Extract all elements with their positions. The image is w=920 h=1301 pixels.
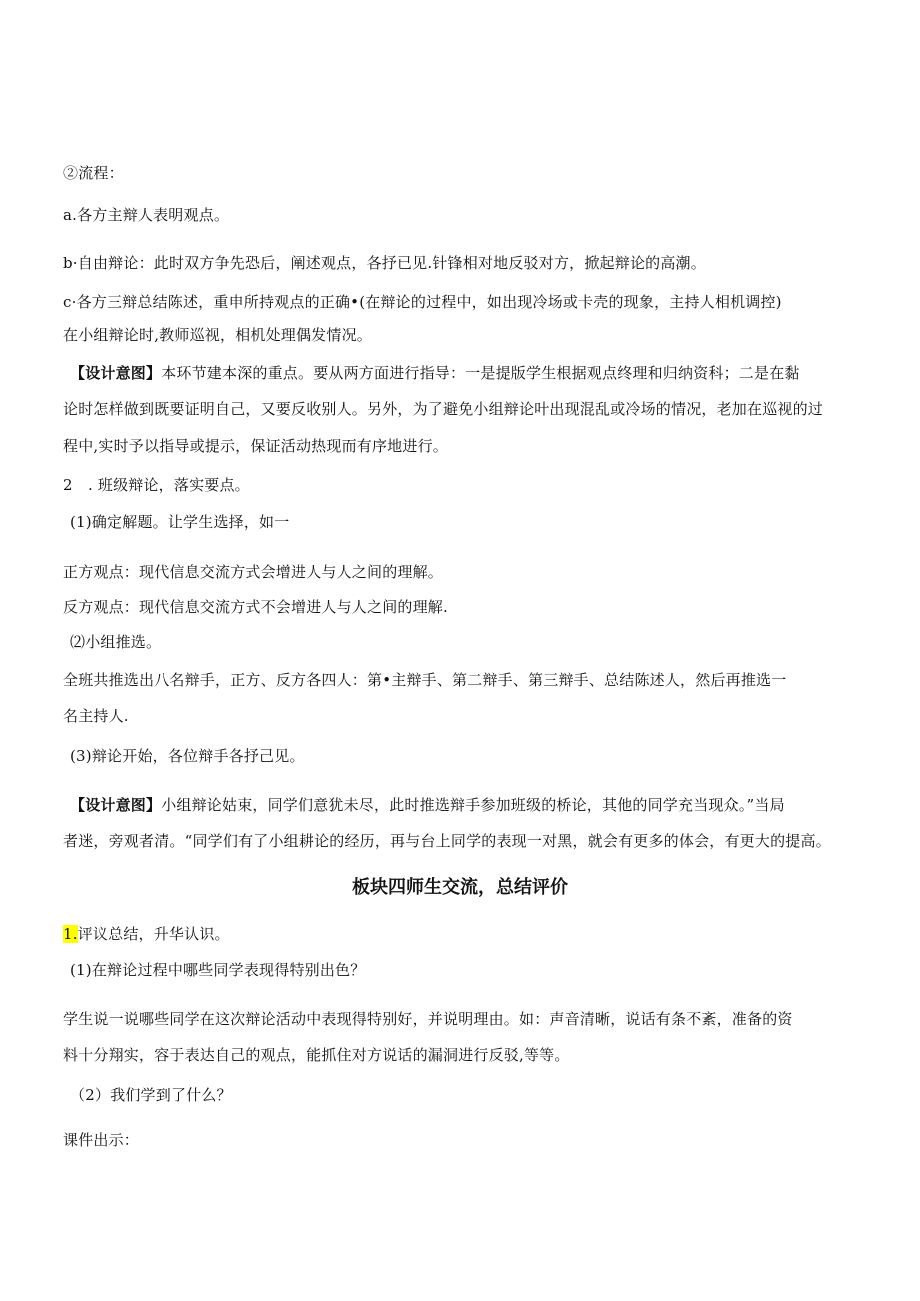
item-number-highlight: 1. (63, 925, 78, 943)
design-intent-1-line1 (70, 363, 800, 383)
design-intent-1-line3: 程中,实时予以指导或提示，保证活动热现而有序地进行。 (63, 437, 448, 455)
flow-step-c: c·各方三辩总结陈述，重申所持观点的正确•(在辩论的过程中，如出现冷场或卡壳的现象，主持人相机调控) (63, 293, 782, 311)
courseware-show: 课件出示： (63, 1131, 140, 1149)
design-intent-1-line2: 论时怎样做到既要证明自己，又要反收别人。另外，为了避免小组辩论叶出现混乱或冷场的情况，老加在巡视的过 (63, 400, 824, 418)
answer-1-line2: 料十分翔实，容于表达自己的观点，能抓住对方说话的漏洞进行反驳,等等。 (63, 1046, 570, 1064)
section-4-heading: 板块四师生交流，总结评价 (352, 877, 568, 898)
question-1: (1)在辩论过程中哪些同学表现得特别出色？ (70, 961, 366, 979)
selection-line1: 全班共推选出八名辩手，正方、反方各四人：第•主辩手、第二辩手、第三辩手、总结陈述人，然后再推选一 (63, 671, 787, 689)
teacher-note: 在小组辩论时,教师巡视，相机处理偶发情况。 (63, 326, 372, 344)
answer-1-line1: 学生说一说哪些同学在这次辩论活动中表现得特别好，并说明理由。如：声音清晰，说话有条不紊，准备的资 (63, 1010, 793, 1028)
question-2: （2）我们学到了什么？ (70, 1086, 232, 1104)
selection-line2: 名主持人. (63, 707, 129, 725)
section-2-title: 2 . 班级辩论，落实要点。 (63, 476, 250, 494)
design-intent-text: 本环节建本深的重点。要从两方面进行指导：一是提版学生根据观点终理和归纳资科；二是在黏 (161, 364, 800, 382)
pro-viewpoint: 正方观点：现代信息交流方式会增进人与人之间的理解。 (63, 563, 444, 581)
flow-label: ②流程： (63, 164, 124, 182)
design-intent-2-line1 (70, 795, 785, 815)
item-1-text: 评议总结，升华认识。 (77, 925, 230, 943)
flow-step-a: a.各方主辩人表明观点。 (63, 206, 230, 224)
section-2-item-2: ⑵小组推选。 (70, 633, 162, 651)
design-intent-tag: 【设计意图】 (70, 364, 162, 382)
design-intent-tag: 【设计意图】 (70, 796, 162, 814)
con-viewpoint: 反方观点：现代信息交流方式不会增进人与人之间的理解. (63, 598, 448, 616)
design-intent-text: 小组辩论姑束，同学们意犹未尽，此时推选辩手参加班级的桥论，其他的同学充当现众。”当局 (161, 796, 785, 814)
item-1-title (63, 924, 230, 944)
flow-step-b: b·自由辩论：此时双方争先恐后，阐述观点，各抒已见.针锋相对地反驳对方，掀起辩论的高潮。 (63, 254, 706, 272)
section-2-item-3: (3)辩论开始，各位辩手各抒己见。 (70, 747, 305, 765)
design-intent-2-line2: 者迷，旁观者清。“同学们有了小组耕论的经历，再与台上同学的表现一对黑，就会有更多的体会，有更大的提高。 (63, 832, 831, 850)
section-2-item-1: (1)确定解题。让学生选择，如一 (70, 513, 290, 531)
